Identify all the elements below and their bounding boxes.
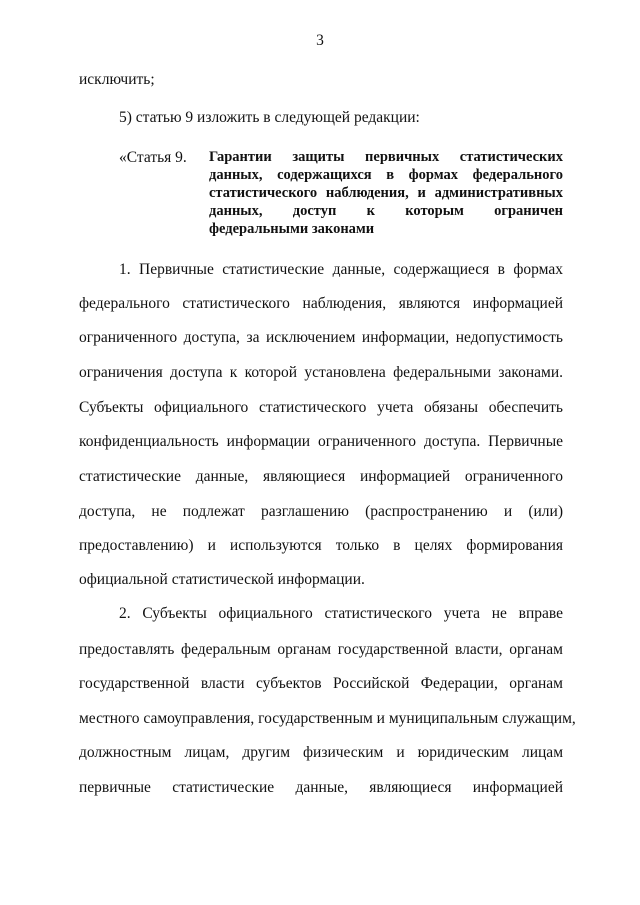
paragraph-line: предоставлять федеральным органам государственной власти, органам: [79, 641, 563, 658]
paragraph-line: официальной статистической информации.: [79, 571, 365, 588]
paragraph-line: государственной власти субъектов Российской Федерации, органам: [79, 675, 563, 692]
paragraph-line: конфиденциальность информации ограниченного доступа. Первичные: [79, 433, 563, 450]
paragraph-line: доступа, не подлежат разглашению (распространению и (или): [79, 503, 563, 520]
paragraph-line: федерального статистического наблюдения, являются информацией: [79, 295, 563, 312]
article-title-line: данных, содержащихся в формах федерального: [209, 167, 563, 183]
paragraph-line: должностным лицам, другим физическим и юридическим лицам: [79, 744, 563, 761]
page-number: 3: [316, 32, 324, 49]
paragraph-line: 1. Первичные статистические данные, содержащиеся в формах: [119, 261, 563, 278]
article-label: «Статья 9.: [119, 149, 187, 166]
article-title-line: данных, доступ к которым ограничен: [209, 203, 563, 219]
paragraph-line: предоставлению) и используются только в целях формирования: [79, 537, 563, 554]
article-title-line: Гарантии защиты первичных статистических: [209, 149, 563, 165]
item-5-line: 5) статью 9 изложить в следующей редакции:: [119, 109, 420, 126]
paragraph-line: местного самоуправления, государственным и муниципальным служащим,: [79, 710, 576, 727]
intro-line: исключить;: [79, 71, 155, 88]
paragraph-line: 2. Субъекты официального статистического учета не вправе: [119, 605, 563, 622]
paragraph-line: ограниченного доступа, за исключением информации, недопустимость: [79, 329, 563, 346]
paragraph-line: ограничения доступа к которой установлена федеральными законами.: [79, 364, 563, 381]
article-title-line: статистического наблюдения, и административных: [209, 185, 563, 201]
paragraph-line: первичные статистические данные, являющиеся информацией: [79, 779, 563, 796]
article-title-line: федеральными законами: [209, 221, 375, 237]
paragraph-line: Субъекты официального статистического учета обязаны обеспечить: [79, 399, 563, 416]
paragraph-line: статистические данные, являющиеся информацией ограниченного: [79, 468, 563, 485]
